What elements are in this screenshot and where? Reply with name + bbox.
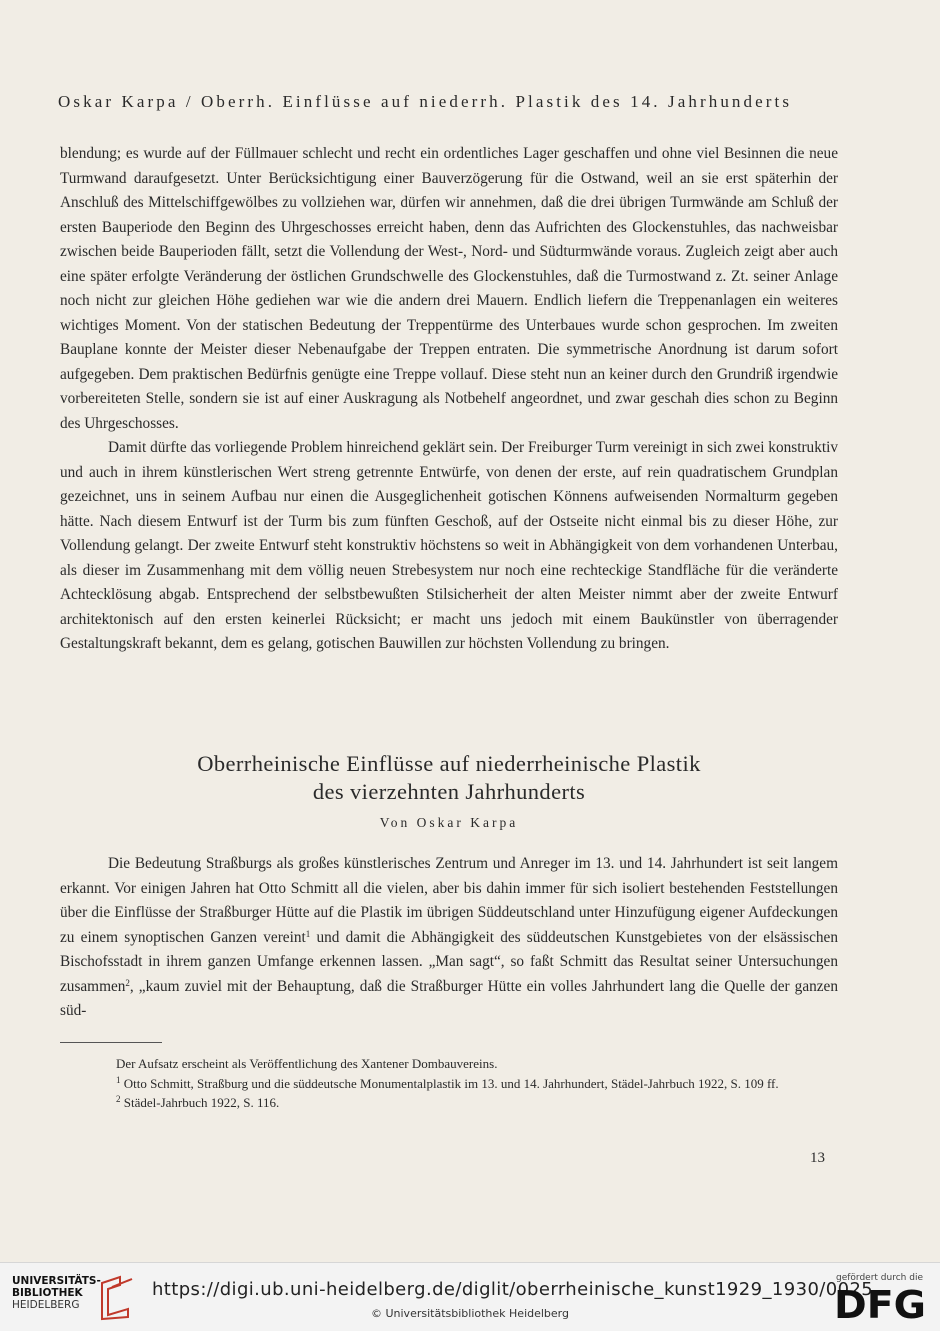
paragraph-1: blendung; es wurde auf der Füllmauer schlecht und recht ein ordentliches Lager geschaffen und ohne viel Besinnen die neue Turmwand daraufgesetzt. Unter Berücksichtigung einer Bauverzögerung für die Ostwand, weil an sie erst späterhin der Anschluß des Mittelschiffgewölbes zu vollziehen war, dürfen wir annehmen, daß die drei übrigen Turmwände am Schluß der ersten Bauperiode den Beginn des Uhrgeschosses erreicht haben, denn das Aufrichten des Glockenstuhles, das nachweisbar zwischen beide Bauperioden fällt, setzt die Vollendung der West-, Nord- und Südturmwände voraus. Zugleich zeigt aber auch eine später erfolgte Veränderung der östlichen Grundschwelle des Glockenstuhles, daß die Turmostwand z. Zt. seiner Anlage noch nicht zur gleichen Höhe gediehen war wie die andern drei Mauern. Endlich liefern die Treppenanlagen ein weiteres wichtiges Moment. Von der statischen Bedeutung der Treppentürme des Unterbaues wurde schon gesprochen. Im zweiten Bauplane konnte der Meister dieser Nebenaufgabe der Treppen entraten. Die symmetrische Anordnung ist darum sofort aufgegeben. Dem praktischen Bedürfnis genügte eine Treppe vollauf. Diese steht nun an keiner durch den Grundriß irgendwie vorbereiteten Stelle, sondern sie ist auf einer Auskragung als Notbehelf angeordnet, und zwar geschah dies schon zu Beginn des Uhrgeschosses. xyxy=(60,145,838,432)
copyright-notice: © Universitätsbibliothek Heidelberg xyxy=(370,1307,569,1320)
footnote-1-text: Otto Schmitt, Straßburg und die süddeutsche Monumentalplastik im 13. und 14. Jahrhundert, Städel-Jahrbuch 1922, S. 109 ff. xyxy=(120,1075,779,1091)
body-text xyxy=(60,142,838,657)
article-title-line-2: des vierzehnten Jahrhunderts xyxy=(312,779,586,804)
paragraph-3 xyxy=(60,852,838,1024)
paragraph-3-part-b: und damit die Abhängigkeit des süddeutschen Kunstgebietes von der elsässischen Bischofsstadt in ihrem ganzen Umfange erkennen lassen. „Man sagt“, so faßt Schmitt das Resultat seiner Untersuchungen zusammen xyxy=(60,928,838,995)
footnote-ref-1: 1 xyxy=(305,928,311,939)
viewer-footer xyxy=(0,1262,940,1331)
library-name-line-2: BIBLIOTHEK xyxy=(12,1287,83,1299)
footnote-1-mark: 1 xyxy=(116,1074,121,1085)
footnote-1 xyxy=(60,1074,838,1094)
library-name-line-3: HEIDELBERG xyxy=(12,1299,80,1311)
permalink-url[interactable]: https://digi.ub.uni-heidelberg.de/diglit/oberrheinische_kunst1929_1930/0025 xyxy=(152,1279,874,1300)
footnote-ref-2: 2 xyxy=(125,977,130,988)
footnotes xyxy=(60,1054,838,1113)
paragraph-3-part-a: Die Bedeutung Straßburgs als großes künstlerisches Zentrum und Anreger im 13. und 14. Jahrhundert ist seit langem erkannt. Vor einigen Jahren hat Otto Schmitt all die vielen, aber bis dahin immer für sich isoliert bestehenden Feststellungen über die Einflüsse der Straßburger Hütte auf die Plastik im übrigen Süddeutschland unter Hinzufügung eigener Aufdeckungen zu einem synoptischen Ganzen vereint xyxy=(60,855,838,946)
author-byline: Von Oskar Karpa xyxy=(379,815,519,830)
dfg-logo[interactable] xyxy=(834,1287,928,1321)
running-head: Oskar Karpa / Oberrh. Einflüsse auf niederrh. Plastik des 14. Jahrhunderts xyxy=(58,92,793,111)
funding-caption: gefördert durch die xyxy=(836,1273,923,1283)
library-name-line-1: UNIVERSITÄTS- xyxy=(12,1275,101,1287)
article-title-line-1: Oberrheinische Einflüsse auf niederrheinische Plastik xyxy=(197,751,701,776)
footnote-2-text: Städel-Jahrbuch 1922, S. 116. xyxy=(120,1095,280,1110)
paragraph-2: Damit dürfte das vorliegende Problem hinreichend geklärt sein. Der Freiburger Turm vereinigt in sich zwei konstruktiv und auch in ihrem künstlerischen Wert streng getrennte Entwürfe, von denen der erste, auf rein quadratischem Grundplan gezeichnet, uns in seinem Aufbau nur einen die Ausgeglichenheit gotischen Könnens aufweisenden Normalturm gegeben hätte. Nach diesem Entwurf ist der Turm bis zum fünften Geschoß, auf der Ostseite nicht einmal bis zu dieser Höhe, zur Vollendung gelangt. Der zweite Entwurf steht konstruktiv höchstens so weit in Abhängigkeit von dem vorhandenen Unterbau, als dieser im Zusammenhang mit dem völlig neuen Strebesystem nur noch eine rechteckige Standfläche für die veränderte Achtecklösung abgab. Entsprechend der selbstbewußten Stilsicherheit der alten Meister nimmt aber der zweite Entwurf architektonisch auf den ersten keinerlei Rücksicht; er macht uns jedoch mit einem Baukünstler von überragender Gestaltungskraft bekannt, dem es gelang, gotischen Bauwillen zur höchsten Vollendung zu bringen. xyxy=(60,439,838,652)
page-number: 13 xyxy=(810,1150,825,1166)
footnote-2-mark: 2 xyxy=(116,1094,121,1104)
article-intro xyxy=(60,852,838,1024)
article-title xyxy=(60,750,838,806)
footnote-0: Der Aufsatz erscheint als Veröffentlichung des Xantener Dombauvereins. xyxy=(116,1056,498,1071)
library-name xyxy=(12,1275,101,1311)
footnote-2 xyxy=(60,1093,838,1113)
dfg-logo-text: DFG xyxy=(834,1287,926,1321)
footnote-divider xyxy=(60,1042,162,1043)
paragraph-3-part-c: , „kaum zuviel mit der Behauptung, daß die Straßburger Hütte ein volles Jahrhundert lang die Quelle der ganzen süd- xyxy=(60,977,838,1019)
